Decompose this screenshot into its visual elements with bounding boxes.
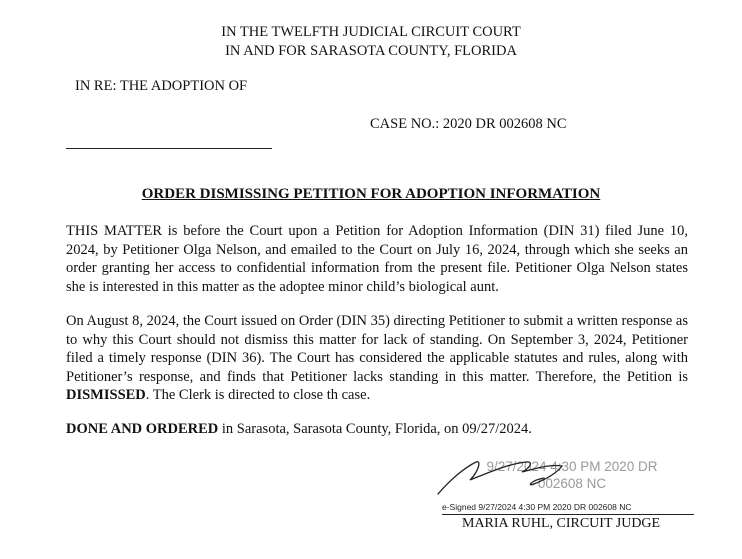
signature-block (430, 450, 695, 550)
caption-rule-line (66, 148, 272, 149)
paragraph-order (66, 312, 688, 405)
dismissed-bold: DISMISSED (66, 387, 146, 403)
stamp-line-1: 9/27/2024 4:30 PM 2020 DR (486, 459, 658, 474)
paragraph-order-end: . The Clerk is directed to close th case. (145, 387, 371, 403)
order-title: ORDER DISMISSING PETITION FOR ADOPTION INFORMATION (141, 186, 601, 202)
handwritten-signature (430, 450, 695, 510)
paragraph-order-text: On August 8, 2024, the Court issued on Order (DIN 35) directing Petitioner to submit a written response as to why this Court should not dismiss this matter for lack of standing. On September 3, 2024, Petitioner filed a timely response (DIN 36). The Court has considered the applicable statutes and rules, along with Petitioner’s response, and finds that Petitioner lacks standing in this matter. Therefore, the Petition is (66, 313, 688, 385)
court-header (0, 23, 742, 61)
e-signed-line: e-Signed 9/27/2024 4:30 PM 2020 DR 002608 NC (442, 502, 694, 515)
paragraph-matter: THIS MATTER is before the Court upon a Petition for Adoption Information (DIN 31) filed June 10, 2024, by Petitioner Olga Nelson, and emailed to the Court on July 16, 2024, through which she seeks an order granting her access to confidential information from the present file. Petitioner Olga Nelson states she is interested in this matter as the adoptee minor child’s biological aunt. (66, 223, 688, 295)
case-number: CASE NO.: 2020 DR 002608 NC (370, 116, 567, 132)
stamp-line-2: 002608 NC (537, 476, 607, 491)
paragraph-done-ordered (66, 420, 688, 439)
done-ordered-bold: DONE AND ORDERED (66, 421, 219, 437)
judge-name: MARIA RUHL, CIRCUIT JUDGE (462, 516, 661, 531)
court-name-line: IN THE TWELFTH JUDICIAL CIRCUIT COURT (221, 24, 521, 40)
court-county-line: IN AND FOR SARASOTA COUNTY, FLORIDA (225, 43, 517, 59)
done-ordered-text: in Sarasota, Sarasota County, Florida, on 09/27/2024. (218, 421, 532, 437)
in-re-caption: IN RE: THE ADOPTION OF (75, 78, 248, 94)
